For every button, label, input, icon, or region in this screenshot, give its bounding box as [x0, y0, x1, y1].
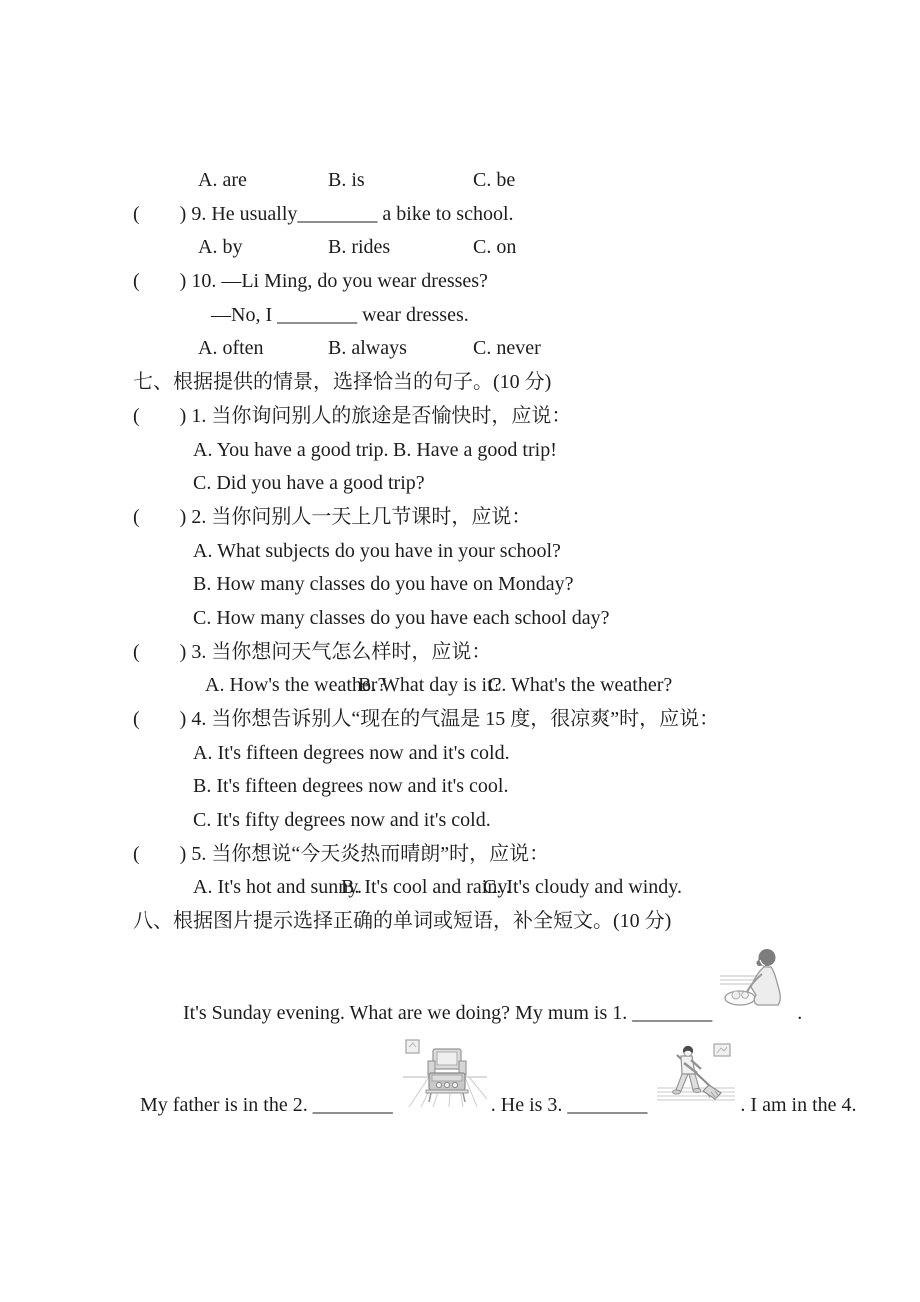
p7-q2-option-b: B. How many classes do you have on Monday?: [193, 573, 574, 596]
p7-q5-option-a: A. It's hot and sunny.: [193, 876, 362, 899]
p7-q1-stem: ( ) 1. 当你询问别人的旅途是否愉快时，应说：: [133, 404, 572, 427]
p7-q1-option-a: A. You have a good trip.: [193, 438, 389, 461]
p7-q3-option-b: B. What day is it?: [358, 674, 502, 697]
p7-q5-stem: ( ) 5. 当你想说“今天炎热而晴朗”时，应说：: [133, 842, 550, 865]
p7-q3-stem: ( ) 3. 当你想问天气怎么样时，应说：: [133, 640, 492, 663]
part8-title: 八、根据图片提示选择正确的单词或短语，补全短文。(10 分): [133, 910, 672, 933]
q8-option-a: A. are: [198, 169, 247, 191]
living-room-with-tv-image: [403, 1037, 487, 1107]
part8-sentence2c-text: . I am in the 4.: [740, 1093, 857, 1116]
q10-options-row: [133, 332, 903, 366]
mum-washing-clothes-image: [720, 946, 792, 1013]
exam-content: [133, 164, 903, 1117]
p7-q2-option-a: A. What subjects do you have in your school?: [193, 539, 561, 562]
p7-q4-option-b: B. It's fifteen degrees now and it's cool.: [193, 775, 509, 798]
p7-q2-option-c: C. How many classes do you have each school day?: [193, 606, 610, 629]
q9-option-c: C. on: [473, 236, 517, 259]
part8-sentence1-row: [133, 939, 903, 1025]
part8-sentence1-period: .: [797, 1001, 803, 1024]
p7-q4-stem: ( ) 4. 当你想告诉别人“现在的气温是 15 度，很凉爽”时，应说：: [133, 708, 720, 730]
q10-reply: —No, I ________ wear dresses.: [211, 303, 469, 326]
p7-q1-option-c: C. Did you have a good trip?: [193, 472, 425, 495]
p7-q3-option-c: C. What's the weather?: [488, 674, 673, 697]
part8-sentence2a-text: My father is in the 2. ________: [140, 1093, 393, 1116]
p7-q5-option-c: C. It's cloudy and windy.: [483, 876, 682, 899]
q10-option-b: B. always: [328, 337, 407, 360]
p7-q2-stem: ( ) 2. 当你问别人一天上几节课时，应说：: [133, 505, 532, 528]
q9-option-b: B. rides: [328, 236, 391, 259]
q8-option-b: B. is: [328, 169, 365, 191]
part8-sentence2-row: [133, 1025, 903, 1117]
q10-option-c: C. never: [473, 337, 541, 360]
p7-q5-option-b: B. It's cool and rainy.: [341, 876, 512, 899]
man-sweeping-floor-image: [657, 1041, 735, 1105]
q8-option-c: C. be: [473, 169, 516, 191]
part8-sentence2b-text: . He is 3. ________: [490, 1093, 648, 1116]
q9-stem: ( ) 9. He usually________ a bike to school.: [133, 202, 514, 225]
p7-q4-option-a: A. It's fifteen degrees now and it's cold.: [193, 741, 510, 764]
p7-q3-options-row: [133, 669, 903, 703]
p7-q1-option-b: B. Have a good trip!: [393, 438, 557, 461]
q9-option-a: A. by: [198, 236, 243, 259]
part7-title: 七、根据提供的情景，选择恰当的句子。(10 分): [133, 371, 552, 394]
q10-stem: ( ) 10. —Li Ming, do you wear dresses?: [133, 270, 488, 293]
p7-q3-option-a: A. How's the weather?: [205, 674, 387, 697]
q8-options-row: [133, 164, 903, 198]
p7-q4-option-c: C. It's fifty degrees now and it's cold.: [193, 809, 491, 832]
p7-q5-options-row: [133, 871, 903, 905]
q10-option-a: A. often: [198, 337, 264, 360]
p7-q1-options-ab: [133, 434, 903, 468]
q9-options-row: [133, 231, 903, 265]
part8-sentence1-text: It's Sunday evening. What are we doing? My mum is 1. ________: [183, 1001, 713, 1024]
